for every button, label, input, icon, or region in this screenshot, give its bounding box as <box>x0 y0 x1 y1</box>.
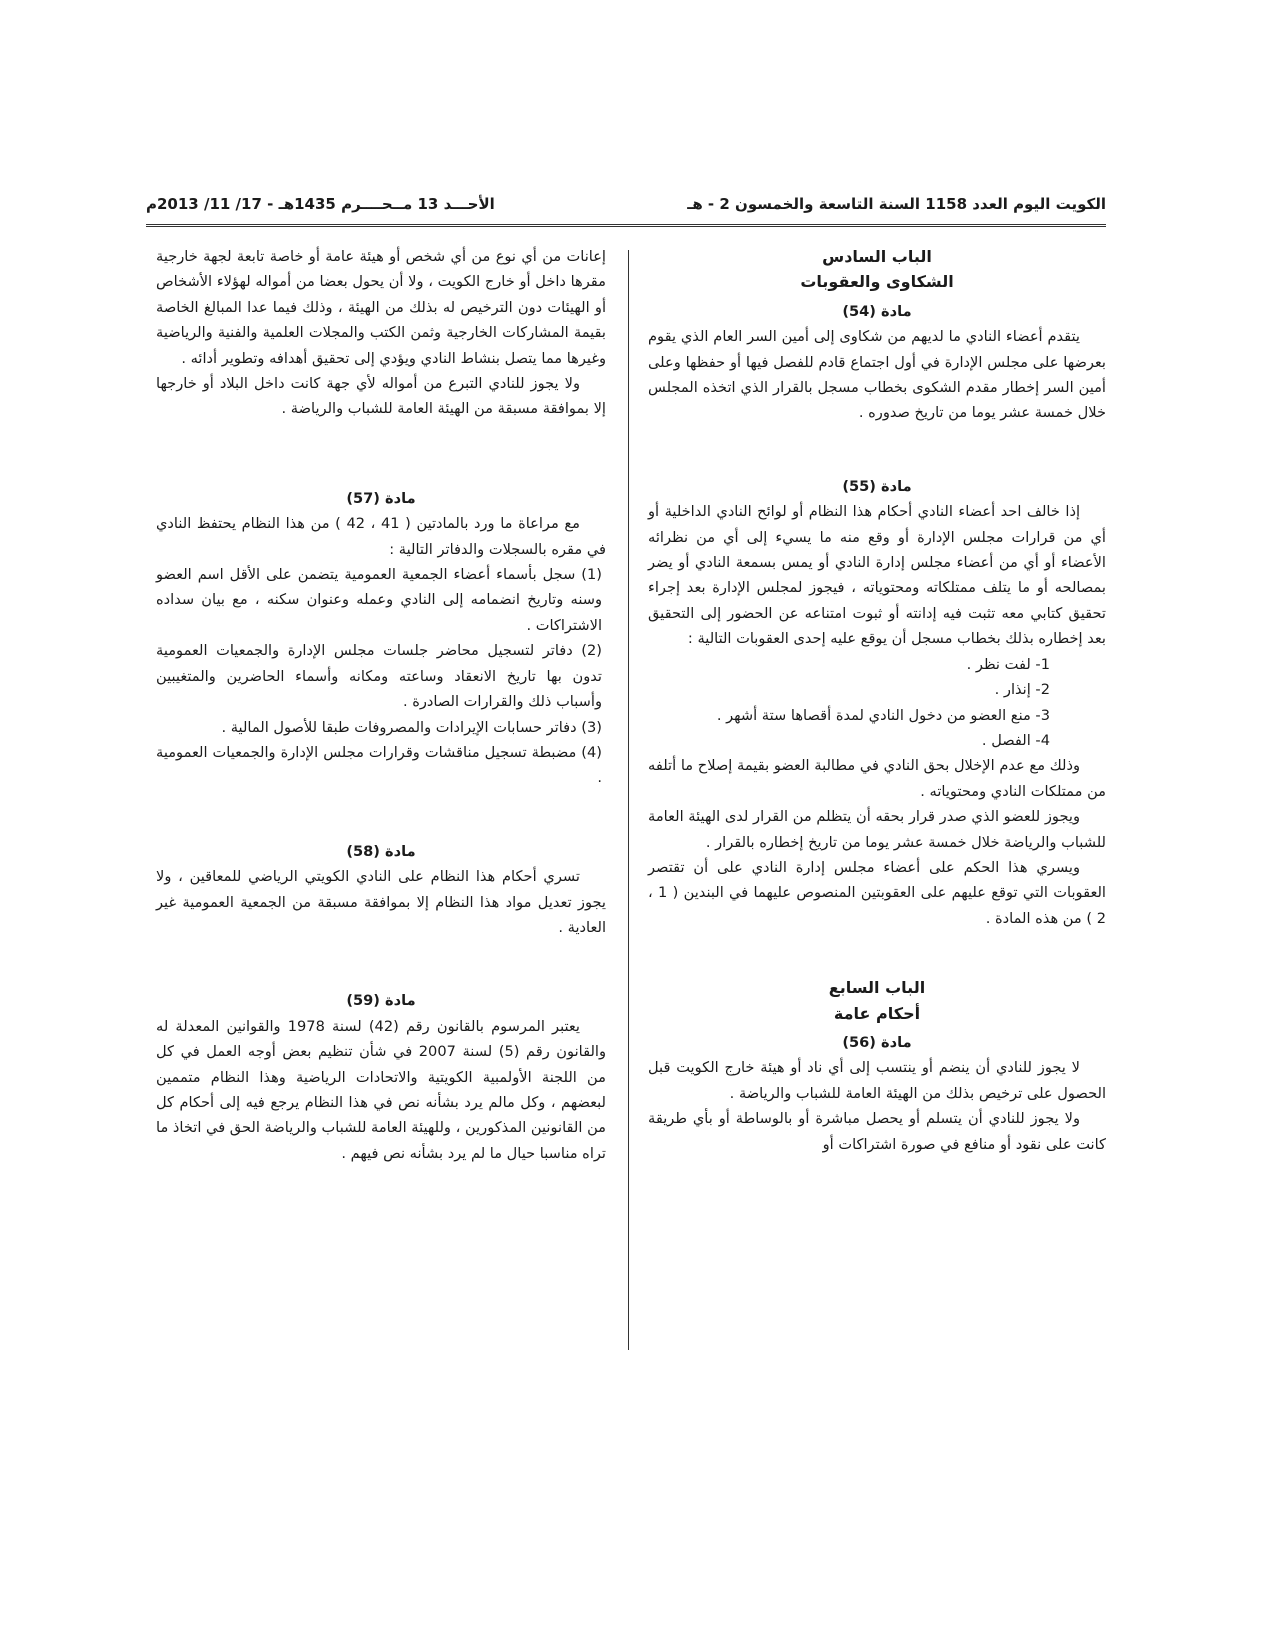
chapter7-title: الباب السابع <box>828 978 926 998</box>
issue-date: الأحـــد 13 مــحــــرم 1435هـ - 17/ 11/ 2013م <box>146 195 495 213</box>
left-column <box>156 244 606 1166</box>
record-item: (4) مضبطة تسجيل مناقشات وقرارات مجلس الإدارة والجمعيات العمومية . <box>156 743 602 787</box>
article56-continuation: إعانات من أي نوع من أي شخص أو هيئة عامة أو خاصة تابعة لجهة خارجية مقرها داخل أو خارج الكويت ، ولا أن يحول بعضا من أمواله لهؤلاء الأشخاص أو الهيئات دون الترخيص له بذلك من الهيئة ، وذلك فيما عدا المبالغ الخاصة بقيمة المشاركات الخارجية وثمن الكتب والمجلات العلمية والفنية والرياضية وغيرها مما يتصل بنشاط النادي ويؤدي إلى تحقيق أهدافه وتطوير أدائه . <box>156 248 606 367</box>
record-item: (1) سجل بأسماء أعضاء الجمعية العمومية يتضمن على الأقل اسم العضو وسنه وتاريخ انضمامه إلى النادي وعمله وعنوان سكنه ، مع بيان سداده الاشتراكات . <box>156 566 602 634</box>
publication-info: الكويت اليوم العدد 1158 السنة التاسعة والخمسون 2 - هـ <box>687 195 1106 213</box>
article55-paragraph: وذلك مع عدم الإخلال بحق النادي في مطالبة العضو بقيمة إصلاح ما أتلفه من ممتلكات النادي ومحتوياته . <box>648 757 1106 800</box>
article55-text: إذا خالف احد أعضاء النادي أحكام هذا النظام أو لوائح النادي الداخلية أو أي من قرارات مجلس الإدارة أو وقع منه ما يسيء إلى أي من نظرائه الأعضاء أو أي من أعضاء مجلس إدارة النادي أو يمس بسمعة النادي أو يضر بمصالحه أو ما يتلف ممتلكاته ومحتوياته ، فيجوز لمجلس الإدارة بعد إجراء تحقيق كتابي معه تثبت فيه إدانته أو ثبوت امتناعه عن الحضور إلى التحقيق بعد إخطاره بذلك بخطاب مسجل أن يوقع عليه إحدى العقوبات التالية : <box>648 503 1106 648</box>
article57-intro: مع مراعاة ما ورد بالمادتين ( 41 ، 42 ) من هذا النظام يحتفظ النادي في مقره بالسجلات والدفاتر التالية : <box>156 515 606 558</box>
chapter6-subtitle: الشكاوى والعقوبات <box>800 272 954 292</box>
penalty-item: 1- لفت نظر . <box>966 655 1050 673</box>
article56-paragraph: ولا يجوز للنادي أن يتسلم أو يحصل مباشرة أو بالوساطة أو بأي طريقة كانت على نقود أو منافع في صورة اشتراكات أو <box>648 1110 1106 1153</box>
article56-heading: مادة (56) <box>842 1033 912 1051</box>
article57-heading: مادة (57) <box>346 489 416 507</box>
chapter6-title: الباب السادس <box>822 247 932 266</box>
article59-heading: مادة (59) <box>346 992 416 1010</box>
record-item: (2) دفاتر لتسجيل محاضر جلسات مجلس الإدارة والجمعيات العمومية تدون بها تاريخ الانعقاد وساعته ومكانه وأسماء الحاضرين والمتغيبين وأسباب ذلك والقرارات الصادرة . <box>156 642 602 711</box>
article56-paragraph: ولا يجوز للنادي التبرع من أمواله لأي جهة كانت داخل البلاد أو خارجها إلا بموافقة مسبقة من الهيئة العامة للشباب والرياضة . <box>156 375 606 418</box>
chapter7-subtitle: أحكام عامة <box>833 1003 921 1023</box>
penalty-item: 4- الفصل . <box>981 731 1050 749</box>
header-rule <box>146 224 1106 227</box>
article55-paragraph: ويجوز للعضو الذي صدر قرار بحقه أن يتظلم من القرار لدى الهيئة العامة للشباب والرياضة خلال خمسة عشر يوما من تاريخ إخطاره بالقرار . <box>648 808 1106 851</box>
article55-paragraph: ويسري هذا الحكم على أعضاء مجلس إدارة النادي على أن تقتصر العقوبات التي توقع عليهم على العقوبتين المنصوص عليهما في البندين ( 1 ، 2 ) من هذه المادة . <box>648 858 1106 927</box>
penalty-item: 2- إنذار . <box>994 681 1050 699</box>
article56-paragraph: لا يجوز للنادي أن ينضم أو ينتسب إلى أي ناد أو هيئة خارج الكويت قبل الحصول على ترخيص بذلك من الهيئة العامة للشباب والرياضة . <box>648 1059 1106 1102</box>
article58-text: تسري أحكام هذا النظام على النادي الكويتي الرياضي للمعاقين ، ولا يجوز تعديل مواد هذا النظام إلا بموافقة مسبقة من الجمعية العمومية غير العادية . <box>156 868 606 936</box>
article54-heading: مادة (54) <box>842 302 912 320</box>
article54-text: يتقدم أعضاء النادي ما لديهم من شكاوى إلى أمين السر العام الذي يقوم بعرضها على مجلس الإدارة في أول اجتماع قادم للفصل فيها أو حفظها وعلى أمين السر إخطار مقدم الشكوى بخطاب مسجل بالقرار الذي اتخذه المجلس خلال خمسة عشر يوما من تاريخ صدوره . <box>648 328 1106 422</box>
record-item: (3) دفاتر حسابات الإيرادات والمصروفات طبقا للأصول المالية . <box>221 718 602 736</box>
article55-heading: مادة (55) <box>842 477 912 495</box>
penalty-item: 3- منع العضو من دخول النادي لمدة أقصاها ستة أشهر . <box>716 706 1050 724</box>
page-header <box>146 191 1106 221</box>
right-column <box>648 244 1106 1157</box>
article59-text: يعتبر المرسوم بالقانون رقم (42) لسنة 1978 والقوانين المعدلة له والقانون رقم (5) لسنة 2007 في شأن تنظيم بعض أوجه العمل في كل من اللجنة الأولمبية الكويتية والاتحادات الرياضية وهذا النظام متممين لبعضهم ، وكل مالم يرد بشأنه نص في هذا النظام يرجع فيه إلى أحكام كل من القانونين المذكورين ، وللهيئة العامة للشباب والرياضة الحق في اتخاذ ما تراه مناسبا حيال ما لم يرد بشأنه نص فيهم . <box>156 1017 607 1162</box>
article58-heading: مادة (58) <box>346 842 416 860</box>
column-divider <box>628 250 629 1350</box>
